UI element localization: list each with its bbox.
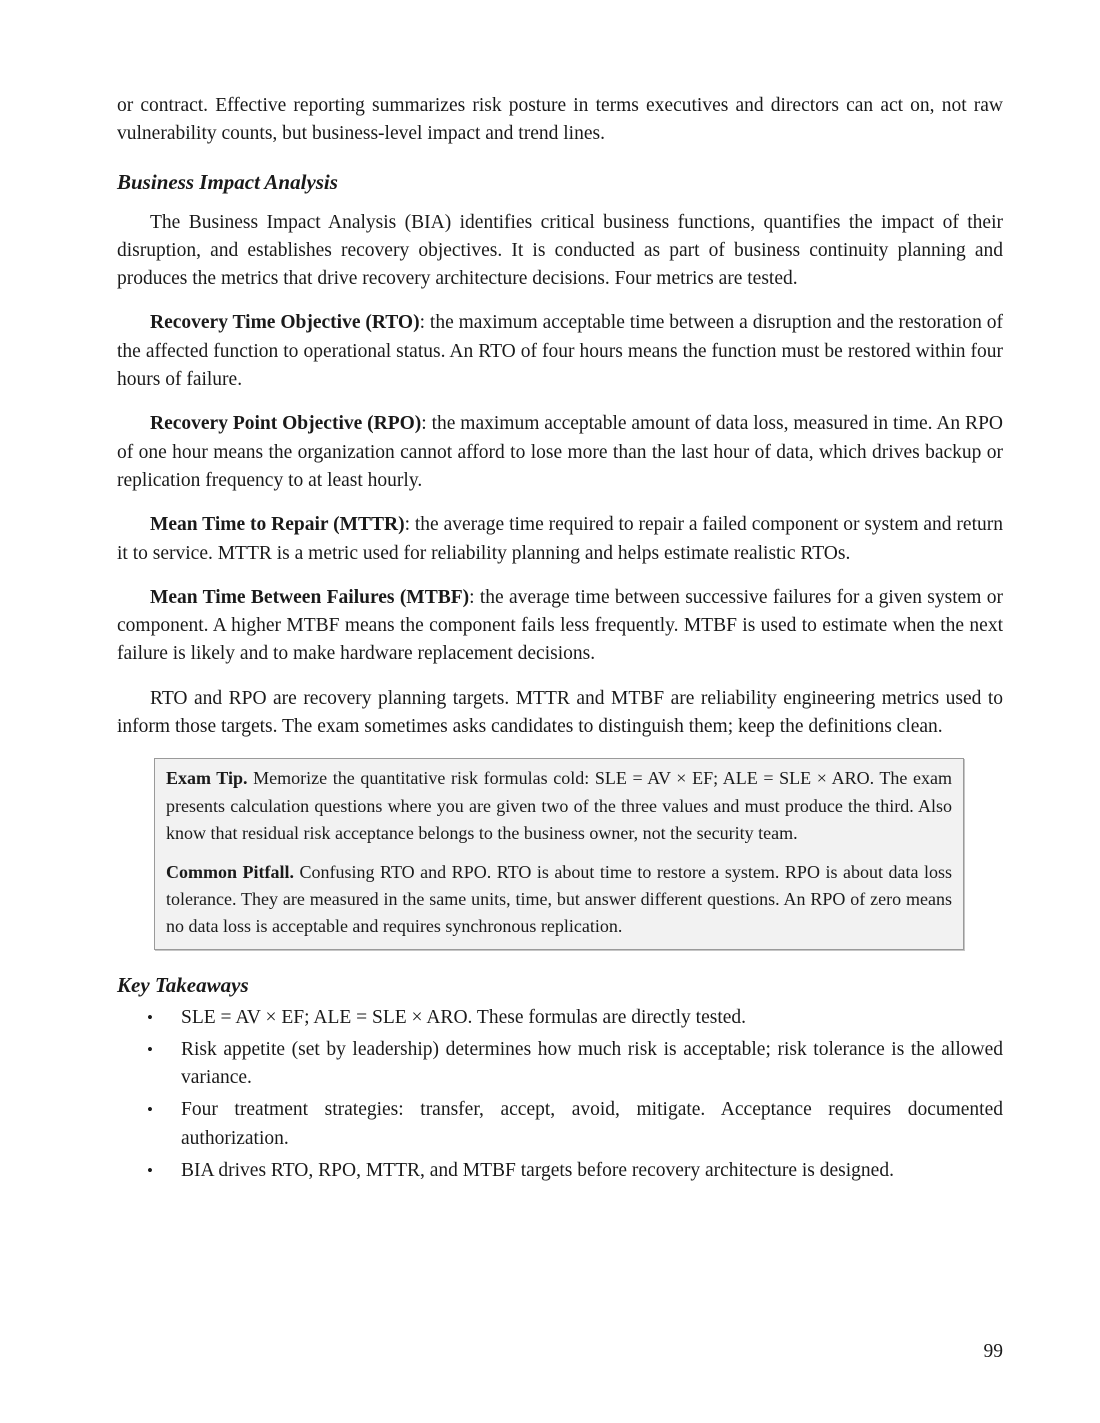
page-content <box>117 92 1003 1189</box>
bia-overview-paragraph: The Business Impact Analysis (BIA) identifies critical business functions, quantifies the impact of their disruption, and establishes recovery objectives. It is conducted as part of business continuity planning and produces the metrics that drive recovery architecture decisions. Four metrics are tested. <box>117 211 1003 290</box>
common-pitfall-label: Common Pitfall. <box>166 861 295 882</box>
mttr-term: Mean Time to Repair (MTTR) <box>150 514 405 536</box>
list-item <box>117 1096 1003 1153</box>
exam-tip-paragraph <box>166 765 952 847</box>
rto-paragraph <box>117 309 1003 394</box>
page-number: 99 <box>983 1341 1003 1362</box>
takeaway-text: BIA drives RTO, RPO, MTTR, and MTBF targets before recovery architecture is designed. <box>181 1160 894 1182</box>
bullet-icon: • <box>147 1007 153 1027</box>
mtbf-definition: : the average time between successive failures for a given system or component. A higher MTBF means the component fails less frequently. MTBF is used to estimate when the next failure is likely and to make hardware replacement decisions. <box>117 586 1003 665</box>
exam-tip-label: Exam Tip. <box>166 768 248 789</box>
rpo-definition: : the maximum acceptable amount of data loss, measured in time. An RPO of one hour means the organization cannot afford to lose more than the last hour of data, which drives backup or replication frequency to at least hourly. <box>117 413 1003 491</box>
intro-paragraph: or contract. Effective reporting summarizes risk posture in terms executives and directors can act on, not raw vulnerability counts, but business-level impact and trend lines. <box>117 95 1003 145</box>
list-item <box>117 1004 1003 1032</box>
section-heading-key-takeaways: Key Takeaways <box>117 972 249 997</box>
rto-definition: : the maximum acceptable time between a disruption and the restoration of the affected function to operational status. An RTO of four hours means the function must be restored within four hours of failure. <box>117 312 1003 391</box>
section-heading-bia: Business Impact Analysis <box>117 169 338 194</box>
rpo-paragraph <box>117 410 1003 495</box>
bullet-icon: • <box>147 1100 153 1120</box>
list-item <box>117 1157 1003 1185</box>
takeaway-text: SLE = AV × EF; ALE = SLE × ARO. These formulas are directly tested. <box>181 1006 747 1028</box>
key-takeaways-list <box>117 1004 1003 1186</box>
mtbf-paragraph <box>117 584 1003 669</box>
exam-tip-box <box>154 758 964 949</box>
common-pitfall-text: Confusing RTO and RPO. RTO is about time to restore a system. RPO is about data loss tolerance. They are measured in the same units, time, but answer different questions. An RPO of zero means no data loss is acceptable and requires synchronous replication. <box>166 861 953 937</box>
mttr-paragraph <box>117 511 1003 568</box>
mttr-definition: : the average time required to repair a failed component or system and return it to service. MTTR is a metric used for reliability planning and helps estimate realistic RTOs. <box>117 514 1003 564</box>
rpo-term: Recovery Point Objective (RPO) <box>150 413 422 435</box>
common-pitfall-paragraph <box>166 859 952 941</box>
exam-tip-text: Memorize the quantitative risk formulas cold: SLE = AV × EF; ALE = SLE × ARO. The exam presents calculation questions where you are given two of the three values and must produce the third. Also know that residual risk acceptance belongs to the business owner, not the security team. <box>166 768 952 843</box>
takeaway-text: Four treatment strategies: transfer, accept, avoid, mitigate. Acceptance requires documented authorization. <box>181 1099 1003 1149</box>
bia-closing-paragraph: RTO and RPO are recovery planning targets. MTTR and MTBF are reliability engineering metrics used to inform those targets. The exam sometimes asks candidates to distinguish them; keep the definitions clean. <box>117 687 1003 738</box>
bullet-icon: • <box>147 1161 153 1181</box>
rto-term: Recovery Time Objective (RTO) <box>150 312 420 334</box>
takeaway-text: Risk appetite (set by leadership) determines how much risk is acceptable; risk tolerance is the allowed variance. <box>181 1038 1003 1089</box>
bullet-icon: • <box>147 1039 153 1059</box>
mtbf-term: Mean Time Between Failures (MTBF) <box>150 586 470 608</box>
list-item <box>117 1036 1003 1093</box>
